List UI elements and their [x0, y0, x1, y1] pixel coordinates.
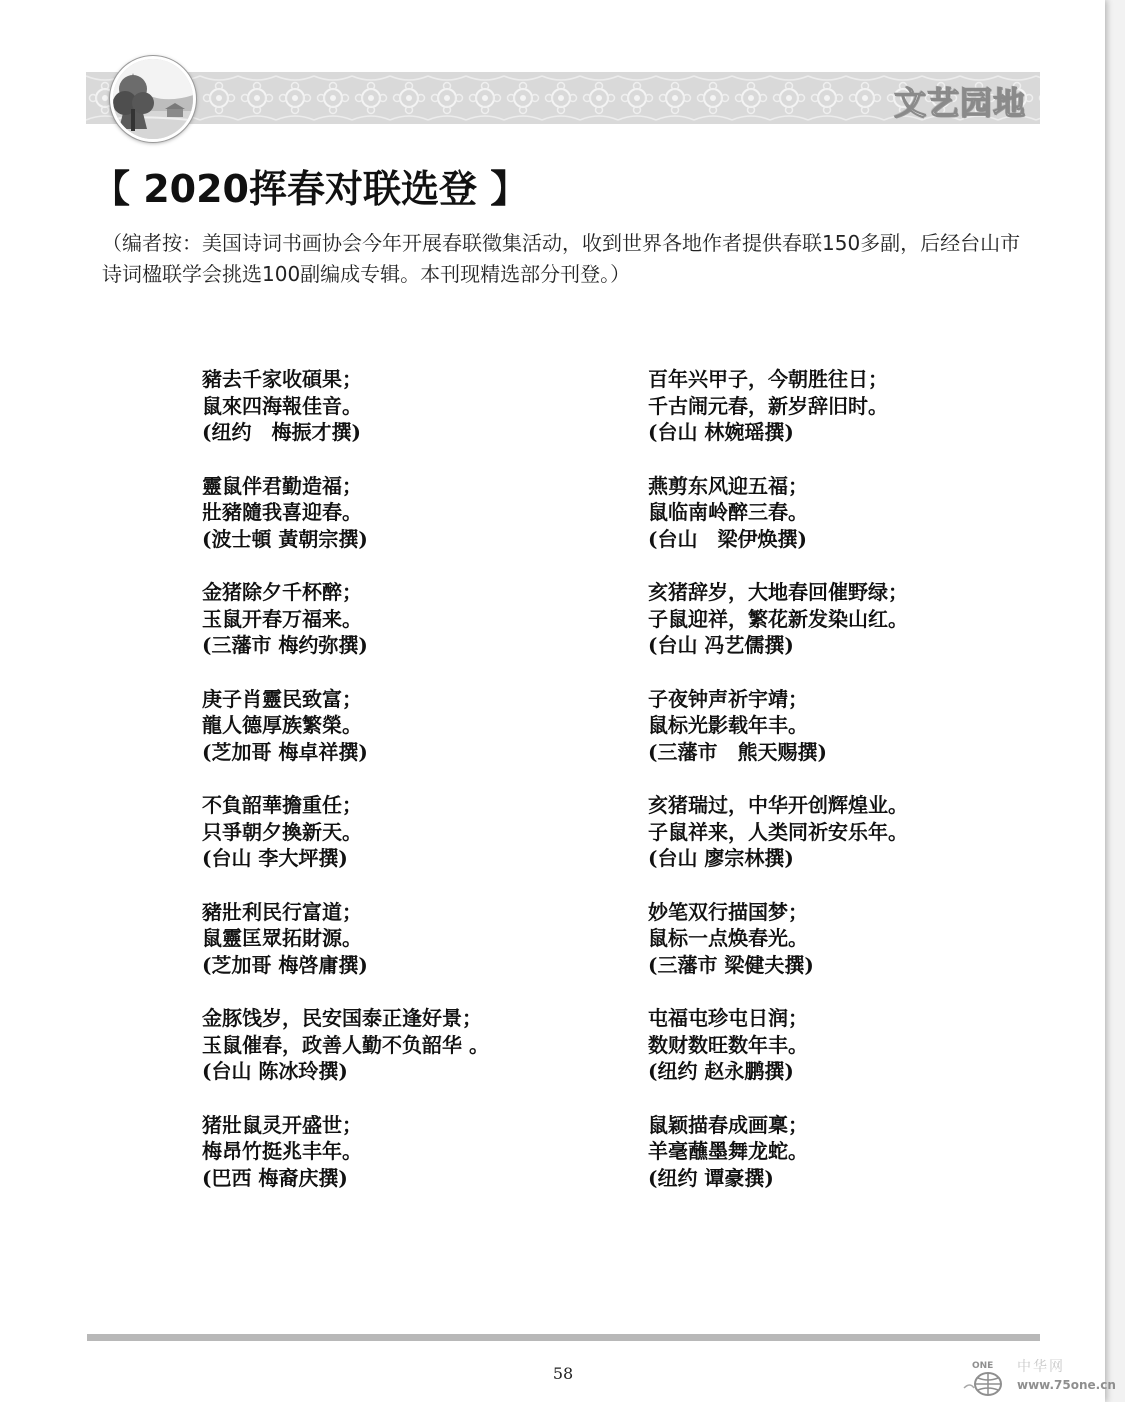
section-title: 文艺园地: [893, 84, 1026, 122]
couplet-author: (台山 梁伊焕撰): [648, 526, 807, 551]
watermark-url: www.75one.cn: [1017, 1378, 1116, 1392]
couplet-author: (纽约 赵永鹏撰): [648, 1059, 794, 1083]
couplet-line-lower: 千古闹元春，新岁辞旧时。: [648, 393, 888, 418]
watermark-site-name: 中华网: [1017, 1359, 1065, 1375]
couplet-line-lower: 玉鼠催春，政善人勤不负韶华 。: [202, 1032, 489, 1057]
couplet-line-upper: 鼠颖描春成画稟；: [648, 1112, 808, 1137]
couplet: [648, 792, 1068, 899]
couplet-author: (巴西 梅裔庆撰): [202, 1165, 348, 1190]
watermark-logo-text: ONE: [972, 1361, 994, 1371]
couplet-author: (台山 冯艺儒撰): [648, 633, 794, 657]
site-watermark: [962, 1356, 1122, 1400]
couplet-line-lower: 羊毫蘸墨舞龙蛇。: [648, 1139, 808, 1163]
couplet-line-lower: 子鼠祥来，人类同祈安乐年。: [648, 819, 908, 844]
couplet-line-lower: 玉鼠开春万福来。: [202, 606, 362, 631]
couplet-column-right: [648, 366, 1068, 1218]
editor-note: （编者按：美国诗词书画协会今年开展春联徵集活动，收到世界各地作者提供春联150多副，后经台山市诗词楹联学会挑选100副编成专辑。本刊现精选部分刊登。）: [102, 231, 1021, 286]
couplet-author: (台山 李大坪撰): [202, 846, 348, 870]
couplet-author: (芝加哥 梅卓祥撰): [202, 739, 368, 764]
couplet: [648, 366, 1068, 473]
couplet-author: (台山 陈冰玲撰): [202, 1059, 348, 1083]
couplet: [202, 579, 622, 686]
couplet: [648, 899, 1068, 1006]
couplet: [202, 366, 622, 473]
couplet-line-lower: 壯豬隨我喜迎春。: [202, 500, 362, 524]
article-title: 【 2020挥春对联选登 】: [92, 167, 529, 211]
couplet: [202, 1112, 622, 1219]
couplet-author: (纽约 谭豪撰): [648, 1165, 774, 1190]
couplet-line-upper: 亥猪瑞过，中华开创辉煌业。: [648, 793, 908, 817]
couplet-line-upper: 屯福屯珍屯日润；: [648, 1006, 808, 1030]
couplet-line-lower: 梅昂竹挺兆丰年。: [202, 1139, 362, 1163]
couplet-line-upper: 子夜钟声祈宇靖；: [648, 686, 808, 711]
couplet-author: (芝加哥 梅啓庸撰): [202, 952, 368, 977]
couplet-line-lower: 数财数旺数年丰。: [648, 1032, 808, 1057]
couplet-author: (三藩市 熊天赐撰): [648, 739, 827, 764]
page-number: 58: [552, 1364, 574, 1383]
couplet-author: (波士頓 黃朝宗撰): [202, 526, 368, 551]
couplet-line-upper: 不負韶華擔重任；: [202, 793, 362, 817]
couplet-author: (三藩市 梁健夫撰): [648, 952, 814, 977]
couplet-line-lower: 鼠來四海報佳音。: [202, 393, 362, 418]
couplet: [648, 473, 1068, 580]
couplet-line-lower: 鼠靈匡眾拓財源。: [202, 926, 362, 950]
couplet-line-lower: 只爭朝夕換新天。: [202, 819, 362, 844]
couplet-line-upper: 妙笔双行描国梦；: [648, 899, 808, 924]
couplet: [202, 473, 622, 580]
couplet-line-upper: 猪壯鼠灵开盛世；: [202, 1112, 362, 1137]
couplet-author: (三藩市 梅约弥撰): [202, 633, 368, 657]
couplet-author: (台山 林婉瑶撰): [648, 420, 794, 444]
couplet: [202, 1005, 622, 1112]
couplet-line-lower: 鼠标一点焕春光。: [648, 926, 808, 950]
couplet-line-upper: 庚子肖靈民致富；: [202, 686, 362, 711]
couplet: [648, 1112, 1068, 1219]
couplet-column-left: [202, 366, 622, 1218]
couplet-line-lower: 龍人德厚族繁榮。: [202, 713, 362, 737]
couplet-line-upper: 金猪除夕千杯醉；: [202, 580, 362, 604]
couplet-line-upper: 百年兴甲子，今朝胜往日；: [648, 367, 888, 391]
couplet: [648, 686, 1068, 793]
couplet: [202, 899, 622, 1006]
couplet-line-upper: 豬去千家收碩果；: [202, 367, 362, 391]
couplet-line-upper: 亥猪辞岁，大地春回催野绿；: [648, 580, 908, 604]
globe-logo-icon: [962, 1358, 1014, 1398]
couplet: [648, 1005, 1068, 1112]
couplet-line-upper: 靈鼠伴君勤造福；: [202, 473, 362, 498]
couplet-line-upper: 燕剪东风迎五福；: [648, 473, 808, 498]
couplet-line-upper: 金豚饯岁，民安国泰正逢好景；: [202, 1006, 482, 1030]
couplet: [202, 686, 622, 793]
couplet-line-lower: 子鼠迎祥，繁花新发染山红。: [648, 606, 908, 631]
couplet-line-upper: 豬壯利民行富道；: [202, 899, 362, 924]
couplet-line-lower: 鼠标光影载年丰。: [648, 713, 808, 737]
landscape-image: [113, 59, 196, 142]
landscape-medallion: [110, 56, 196, 142]
footer-divider: [87, 1334, 1040, 1341]
couplet-line-lower: 鼠临南岭醉三春。: [648, 500, 808, 524]
couplet: [648, 579, 1068, 686]
couplet: [202, 792, 622, 899]
couplet-author: (纽约 梅振才撰): [202, 420, 361, 444]
section-banner: [86, 72, 1040, 124]
couplet-author: (台山 廖宗林撰): [648, 846, 794, 870]
